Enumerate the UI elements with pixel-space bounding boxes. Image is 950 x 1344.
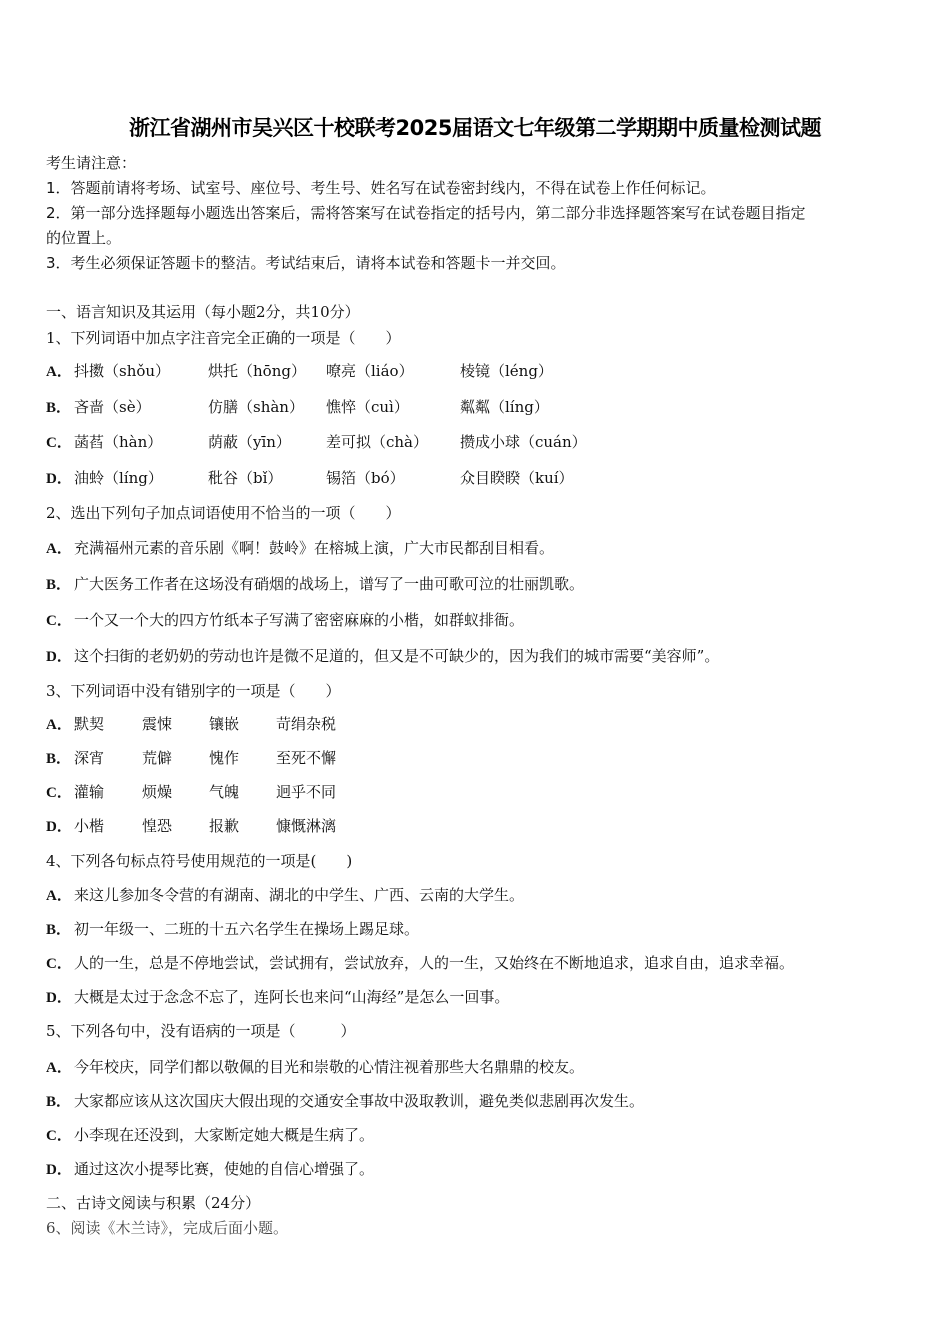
- notice-item-3: 3．考生必须保证答题卡的整洁。考试结束后，请将本试卷和答题卡一并交回。: [46, 254, 566, 272]
- option-item: 吝啬（sè）: [74, 398, 151, 416]
- option-text: 小李现在还没到，大家断定她大概是生病了。: [74, 1126, 375, 1144]
- option-text: 大家都应该从这次国庆大假出现的交通安全事故中汲取教训，避免类似悲剧再次发生。: [74, 1092, 645, 1110]
- option-label: D．: [46, 471, 72, 487]
- question-2-option-b[interactable]: [46, 573, 584, 594]
- question-5-option-b[interactable]: [46, 1090, 644, 1111]
- option-label: C．: [46, 956, 72, 972]
- question-4-option-d[interactable]: [46, 986, 509, 1007]
- option-label: A．: [46, 717, 72, 733]
- option-item: 棱镜（léng）: [460, 362, 553, 380]
- option-label: C．: [46, 785, 72, 801]
- notice-item-2: 2．第一部分选择题每小题选出答案后，需将答案写在试卷指定的括号内，第二部分非选择题答案写在试卷题目指定: [46, 204, 806, 222]
- option-label: D．: [46, 1162, 72, 1178]
- option-item: 抖擞（shǒu）: [74, 362, 171, 380]
- option-label: B．: [46, 577, 72, 593]
- option-label: C．: [46, 435, 72, 451]
- option-item: 差可拟（chà）: [326, 433, 429, 451]
- question-1-stem: 1、下列词语中加点字注音完全正确的一项是（ ）: [46, 329, 401, 347]
- question-5-option-a[interactable]: [46, 1056, 584, 1077]
- option-item: 众目睽睽（kuí）: [460, 469, 574, 487]
- question-4-option-a[interactable]: [46, 884, 524, 905]
- notice-item-1: 1．答题前请将考场、试室号、座位号、考生号、姓名写在试卷密封线内，不得在试卷上作任何标记。: [46, 179, 716, 197]
- option-item: 震悚: [142, 715, 173, 733]
- option-item: 镶嵌: [209, 715, 240, 733]
- option-item: 憔悴（cuì）: [326, 398, 409, 416]
- option-label: A．: [46, 364, 72, 380]
- option-item: 烘托（hōng）: [208, 362, 306, 380]
- question-6-stem: 6、阅读《木兰诗》，完成后面小题。: [46, 1219, 289, 1237]
- question-3-stem: 3、下列词语中没有错别字的一项是（ ）: [46, 682, 341, 700]
- option-item: 默契: [74, 715, 105, 733]
- option-item: 报歉: [209, 817, 240, 835]
- option-text: 广大医务工作者在这场没有硝烟的战场上，谱写了一曲可歌可泣的壮丽凯歌。: [74, 575, 585, 593]
- option-label: D．: [46, 990, 72, 1006]
- question-2-stem: 2、选出下列句子加点词语使用不恰当的一项（ ）: [46, 504, 401, 522]
- option-label: C．: [46, 1128, 72, 1144]
- option-item: 至死不懈: [276, 749, 337, 767]
- option-text: 这个扫街的老奶奶的劳动也许是微不足道的，但又是不可缺少的，因为我们的城市需要“美容师”。: [74, 647, 720, 665]
- question-5-option-c[interactable]: [46, 1124, 374, 1145]
- option-item: 小楷: [74, 817, 105, 835]
- question-2-option-d[interactable]: [46, 645, 719, 666]
- section-2-heading: 二、古诗文阅读与积累（24分）: [46, 1194, 261, 1212]
- question-5-stem: 5、下列各句中，没有语病的一项是（ ）: [46, 1022, 356, 1040]
- option-label: D．: [46, 819, 72, 835]
- option-text: 来这儿参加冬令营的有湖南、湖北的中学生、广西、云南的大学生。: [74, 886, 525, 904]
- option-text: 初一年级一、二班的十五六名学生在操场上踢足球。: [74, 920, 420, 938]
- question-2-option-a[interactable]: [46, 537, 554, 558]
- option-label: A．: [46, 541, 72, 557]
- option-item: 灌输: [74, 783, 105, 801]
- question-4-option-b[interactable]: [46, 918, 419, 939]
- notice-item-2-cont: 的位置上。: [46, 229, 122, 247]
- option-item: 油蛉（líng）: [74, 469, 163, 487]
- notice-heading: 考生请注意：: [46, 154, 137, 172]
- option-item: 仿膳（shàn）: [208, 398, 304, 416]
- option-item: 粼粼（líng）: [460, 398, 549, 416]
- option-label: A．: [46, 1060, 72, 1076]
- option-item: 荒僻: [142, 749, 173, 767]
- option-text: 今年校庆，同学们都以敬佩的目光和崇敬的心情注视着那些大名鼎鼎的校友。: [74, 1058, 585, 1076]
- option-item: 慷慨淋漓: [276, 817, 337, 835]
- option-item: 锡箔（bó）: [326, 469, 405, 487]
- option-item: 攒成小球（cuán）: [460, 433, 587, 451]
- option-item: 秕谷（bǐ）: [208, 469, 283, 487]
- option-item: 惶恐: [142, 817, 173, 835]
- question-4-option-c[interactable]: [46, 952, 794, 973]
- option-text: 人的一生，总是不停地尝试，尝试拥有，尝试放弃，人的一生，又始终在不断地追求，追求自由，追求幸福。: [74, 954, 795, 972]
- question-2-option-c[interactable]: [46, 609, 524, 630]
- option-item: 菡萏（hàn）: [74, 433, 163, 451]
- option-item: 气魄: [209, 783, 240, 801]
- option-item: 嘹亮（liáo）: [326, 362, 414, 380]
- option-text: 大概是太过于念念不忘了，连阿长也来问“山海经”是怎么一回事。: [74, 988, 510, 1006]
- option-label: B．: [46, 751, 72, 767]
- option-label: B．: [46, 1094, 72, 1110]
- option-text: 一个又一个大的四方竹纸本子写满了密密麻麻的小楷，如群蚁排衙。: [74, 611, 525, 629]
- option-item: 迥乎不同: [276, 783, 337, 801]
- option-item: 愧作: [209, 749, 240, 767]
- option-item: 深宵: [74, 749, 105, 767]
- option-label: C．: [46, 613, 72, 629]
- section-1-heading: 一、语言知识及其运用（每小题2分，共10分）: [46, 303, 360, 321]
- option-item: 荫蔽（yīn）: [208, 433, 291, 451]
- option-label: D．: [46, 649, 72, 665]
- question-4-stem: 4、下列各句标点符号使用规范的一项是( ): [46, 852, 353, 870]
- option-label: B．: [46, 922, 72, 938]
- option-item: 烦燥: [142, 783, 173, 801]
- option-text: 充满福州元素的音乐剧《啊！鼓岭》在榕城上演，广大市民都刮目相看。: [74, 539, 555, 557]
- option-text: 通过这次小提琴比赛，使她的自信心增强了。: [74, 1160, 375, 1178]
- document-title: 浙江省湖州市吴兴区十校联考2025届语文七年级第二学期期中质量检测试题: [129, 116, 821, 140]
- option-label: A．: [46, 888, 72, 904]
- option-item: 苛绢杂税: [276, 715, 337, 733]
- question-5-option-d[interactable]: [46, 1158, 374, 1179]
- option-label: B．: [46, 400, 72, 416]
